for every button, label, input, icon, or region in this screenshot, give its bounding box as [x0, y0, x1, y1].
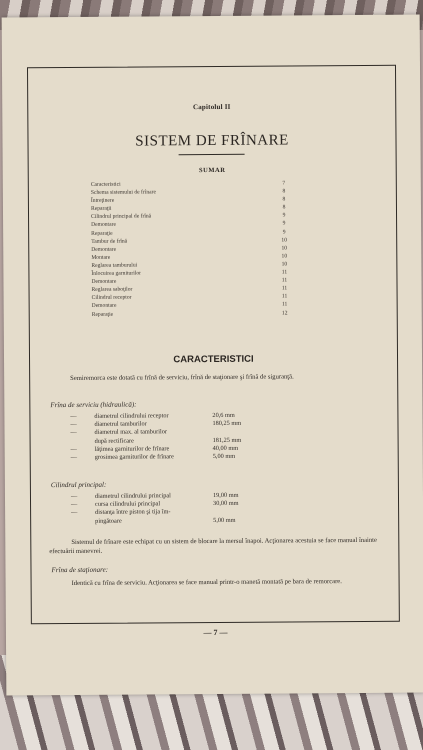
- master-cylinder-specs: [71, 492, 273, 526]
- toc-label: Demontare: [91, 246, 117, 253]
- spec-dash: —: [70, 453, 78, 462]
- toc-page: 10: [281, 261, 288, 268]
- toc-label: Reglarea saboţilor: [91, 286, 133, 294]
- spec-value: 5,00 mm: [212, 452, 236, 461]
- toc-label: Reparaţie: [91, 230, 113, 237]
- page-title: SISTEM DE FRÎNARE: [135, 132, 289, 150]
- spec-label: diametrul cilindrului receptor: [94, 412, 169, 420]
- toc-page: 7: [282, 180, 286, 187]
- toc-label: Demontare: [91, 303, 117, 310]
- toc-page: 9: [282, 212, 286, 219]
- spec-value: 5,00 mm: [213, 516, 236, 524]
- title-underline: [179, 154, 245, 155]
- toc-page: 8: [282, 188, 286, 195]
- chapter-label: Capitolul II: [192, 102, 231, 112]
- toc-label: Tambur de frînă: [91, 238, 128, 245]
- master-cylinder-heading: Cilindrul principal:: [50, 480, 107, 490]
- spec-label: cursa cilindrului principal: [95, 500, 161, 509]
- spec-dash: —: [70, 412, 77, 420]
- table-of-contents: [91, 179, 292, 318]
- service-brake-heading: Frîna de serviciu (hidraulică):: [50, 400, 137, 410]
- toc-page: 11: [281, 269, 288, 276]
- spec-dash: —: [71, 509, 78, 517]
- toc-label: Demontare: [91, 278, 117, 285]
- toc-row: [92, 309, 292, 318]
- spec-value: 30,00 mm: [213, 500, 239, 508]
- spec-dash: —: [71, 501, 78, 509]
- toc-page: 9: [282, 220, 286, 227]
- toc-label: Reglarea tamburului: [91, 262, 138, 269]
- toc-label: Cilindrul principal de frînă: [91, 213, 152, 221]
- spec-dash: —: [70, 492, 78, 500]
- spec-value: 180,25 mm: [212, 420, 242, 428]
- toc-label: Întreţinere: [90, 197, 115, 205]
- toc-page: 10: [281, 253, 288, 260]
- toc-label: Schema sistemului de frînare: [90, 189, 156, 196]
- spec-dash: [71, 437, 95, 445]
- spec-value: 20,6 mm: [212, 411, 235, 420]
- toc-label: Demontare: [91, 222, 116, 229]
- spec-dash: [71, 517, 95, 525]
- toc-page: 12: [281, 309, 288, 317]
- service-brake-specs: [70, 412, 272, 463]
- spec-label: lăţimea garniturilor de frînare: [94, 445, 170, 453]
- toc-label: Montare: [91, 254, 111, 261]
- characteristics-heading: CARACTERISTICI: [173, 353, 254, 366]
- spec-row: [71, 453, 273, 463]
- parking-brake-text: Identică cu frîna de serviciu. Acţionarea se face manual printr-o manetă montată pe bara de remorcare.: [71, 578, 342, 587]
- spec-label: diametrul max. al tamburilor: [94, 428, 167, 437]
- toc-page: 10: [281, 245, 288, 252]
- parking-brake-heading: Frîna de staţionare:: [51, 565, 109, 575]
- toc-page: 10: [281, 237, 288, 244]
- spec-label: grosimea garniturilor de frînare: [94, 453, 174, 461]
- spec-label: diametrul tamburilor: [94, 420, 147, 429]
- toc-page: 11: [281, 301, 288, 308]
- spec-label: după rectificare: [94, 437, 134, 445]
- safety-paragraph: Sistemul de frînare este echipat cu un sistem de blocare la mersul înapoi. Acţionarea acestuia se face manual înainte efectuării manevrei.: [49, 536, 377, 556]
- spec-label: distanţa între piston şi tija îm-: [95, 508, 171, 517]
- toc-page: 8: [282, 196, 286, 203]
- toc-label: Înlocuirea garniturilor: [91, 270, 141, 277]
- toc-page: 11: [281, 277, 288, 284]
- toc-page: 11: [281, 285, 288, 292]
- toc-page: 11: [281, 293, 288, 300]
- summary-heading: SUMAR: [199, 166, 226, 175]
- intro-paragraph: Semiremorca este dotată cu frînă de serviciu, frînă de staţionare şi frînă de siguranţă.: [70, 373, 294, 382]
- toc-label: Caracteristici: [90, 181, 121, 188]
- spec-dash: —: [70, 429, 77, 437]
- toc-page: 9: [282, 229, 286, 236]
- toc-label: Reparaţie: [91, 311, 114, 318]
- spec-value: 19,00 mm: [212, 491, 239, 500]
- toc-label: Cilindrul receptor: [91, 294, 132, 302]
- spec-label: pingătoare: [95, 517, 122, 525]
- toc-label: Reparaţii: [90, 205, 112, 213]
- spec-dash: —: [70, 421, 77, 429]
- paper-sheet: [2, 15, 423, 696]
- spec-dash: —: [70, 445, 77, 453]
- toc-page: 8: [282, 204, 286, 211]
- spec-value: 181,25 mm: [212, 436, 242, 444]
- spec-row: [71, 516, 273, 526]
- spec-value: 40,00 mm: [212, 444, 239, 452]
- spec-label: diametrul cilindrului principal: [94, 492, 171, 500]
- page-number: — 7 —: [203, 627, 228, 638]
- page-frame: [27, 65, 400, 638]
